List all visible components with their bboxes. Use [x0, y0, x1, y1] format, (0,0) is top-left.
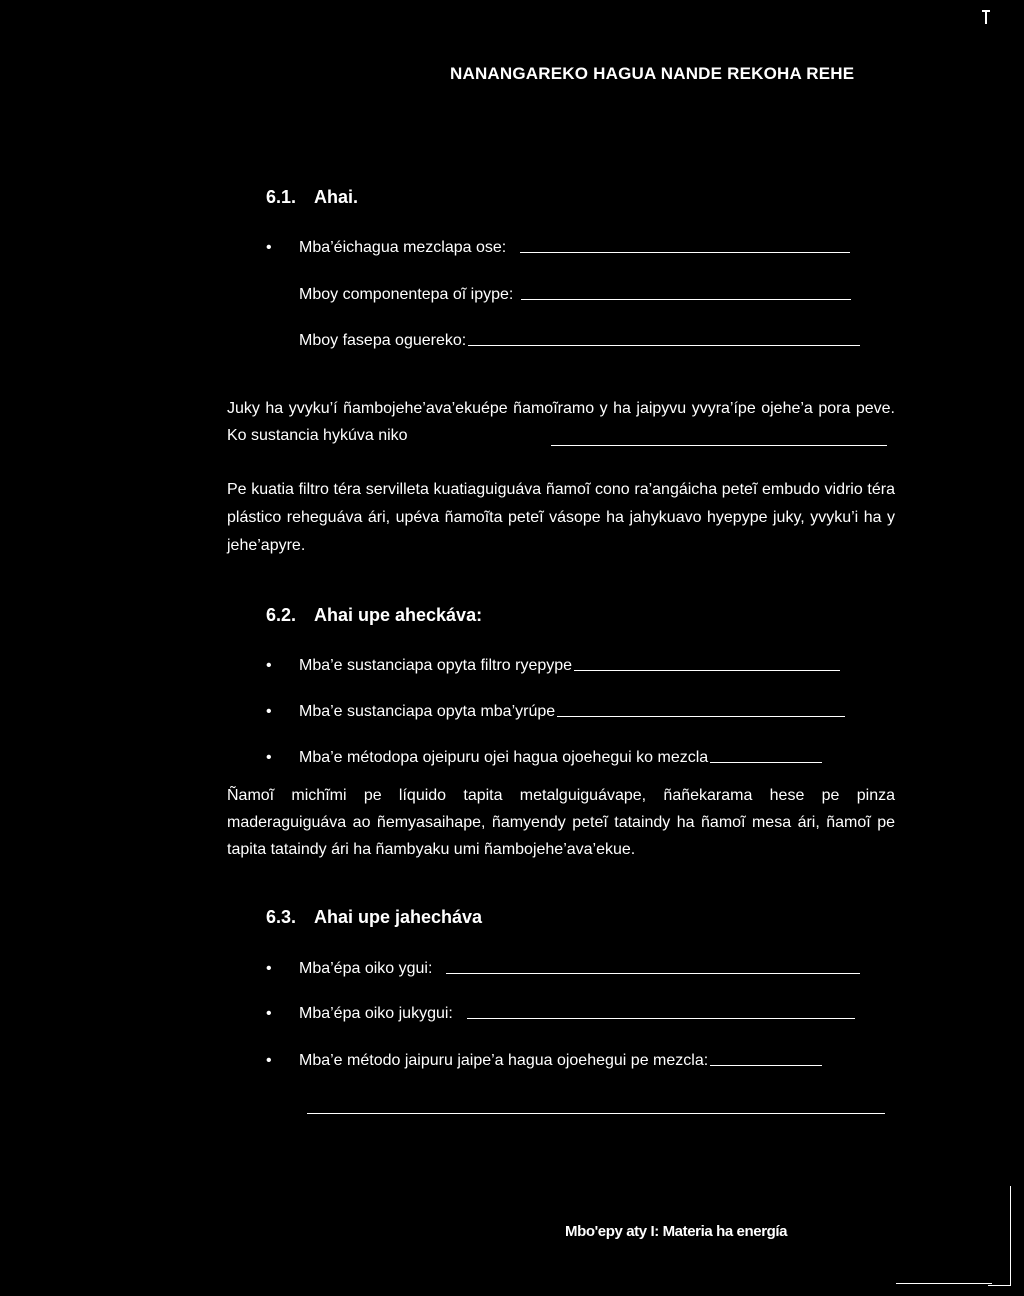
question-label: Mba’e métodopa ojeipuru ojei hagua ojoehegui ko mezcla — [299, 749, 709, 766]
bullet-icon: • — [266, 239, 272, 256]
answer-blank[interactable] — [521, 299, 851, 300]
page-header: NANANGAREKO HAGUA NANDE REKOHA REHE — [450, 64, 855, 83]
question-water-result — [299, 960, 860, 978]
answer-blank[interactable] — [574, 670, 840, 671]
answer-blank[interactable] — [446, 973, 860, 974]
section-title: Ahai upe jahecháva — [314, 907, 483, 927]
section-6-1-heading — [266, 187, 358, 208]
footer-corner-mark — [988, 1265, 1011, 1286]
question-method-used — [299, 1052, 822, 1070]
answer-blank[interactable] — [551, 445, 887, 446]
answer-blank[interactable] — [557, 716, 845, 717]
question-components — [299, 286, 851, 304]
question-separation-method — [299, 749, 822, 767]
question-label: Mboy fasepa oguereko: — [299, 332, 467, 349]
answer-blank-extra[interactable] — [307, 1113, 885, 1114]
bullet-icon: • — [266, 1005, 272, 1022]
question-phases — [299, 332, 860, 350]
question-container-residue — [299, 703, 845, 721]
question-salt-result — [299, 1005, 855, 1023]
question-filter-residue — [299, 657, 840, 675]
bullet-icon: • — [266, 960, 272, 977]
paragraph-6-1-a: Juky ha yvyku’í ñambojehe’ava’ekuépe ñamoĩramo y ha jaipyvu yvyra’ípe ojehe’a pora peve. Ko sustancia hykúva niko — [227, 400, 895, 444]
paragraph-6-1-b: Pe kuatia filtro téra servilleta kuatiaguiguáva ñamoĩ cono ra’angáicha peteĩ embudo vidrio téra plástico reheguáva ári, upéva ñamoĩta peteĩ vásope ha jahykuavo hyepype juky, yvyku’i ha y jehe’apyre. — [227, 481, 895, 554]
question-label: Mba’épa oiko ygui: — [299, 960, 433, 977]
bullet-icon: • — [266, 1052, 272, 1069]
answer-blank[interactable] — [520, 252, 850, 253]
answer-blank[interactable] — [467, 1018, 855, 1019]
question-label: Mboy componentepa oĩ ipype: — [299, 286, 514, 303]
footer-border-horizontal — [896, 1283, 992, 1284]
answer-blank[interactable] — [468, 345, 860, 346]
question-label: Mba’e sustanciapa opyta filtro ryepype — [299, 657, 573, 674]
page-footer: Mbo'epy aty I: Materia ha energía — [565, 1223, 788, 1240]
paragraph-6-2: Ñamoĩ michĩmi pe líquido tapita metalguiguávape, ñañekarama hese pe pinza maderaguiguáva ao ñemyasaihape, ñamyendy peteĩ tataindy ha ñamoĩ mesa ári, ñamoĩ pe tapita tataindy ári ha ñambyaku umi ñambojehe’ava’ekue. — [227, 787, 895, 858]
question-label: Mba’e método jaipuru jaipe’a hagua ojoehegui pe mezcla: — [299, 1052, 709, 1069]
section-number: 6.3. — [266, 907, 297, 927]
section-6-3-heading — [266, 907, 482, 928]
answer-blank[interactable] — [710, 762, 822, 763]
answer-blank[interactable] — [710, 1065, 822, 1066]
section-title: Ahai. — [314, 187, 359, 207]
section-number: 6.2. — [266, 605, 297, 625]
bullet-icon: • — [266, 749, 272, 766]
question-label: Mba’éichagua mezclapa ose: — [299, 239, 507, 256]
page-corner-mark — [985, 10, 987, 24]
bullet-icon: • — [266, 657, 272, 674]
section-6-2-heading — [266, 605, 482, 626]
question-label: Mba’épa oiko jukygui: — [299, 1005, 453, 1022]
question-label: Mba’e sustanciapa opyta mba’yrúpe — [299, 703, 556, 720]
section-number: 6.1. — [266, 187, 297, 207]
section-title: Ahai upe aheckáva: — [314, 605, 483, 625]
bullet-icon: • — [266, 703, 272, 720]
question-mixture-type — [299, 239, 850, 257]
